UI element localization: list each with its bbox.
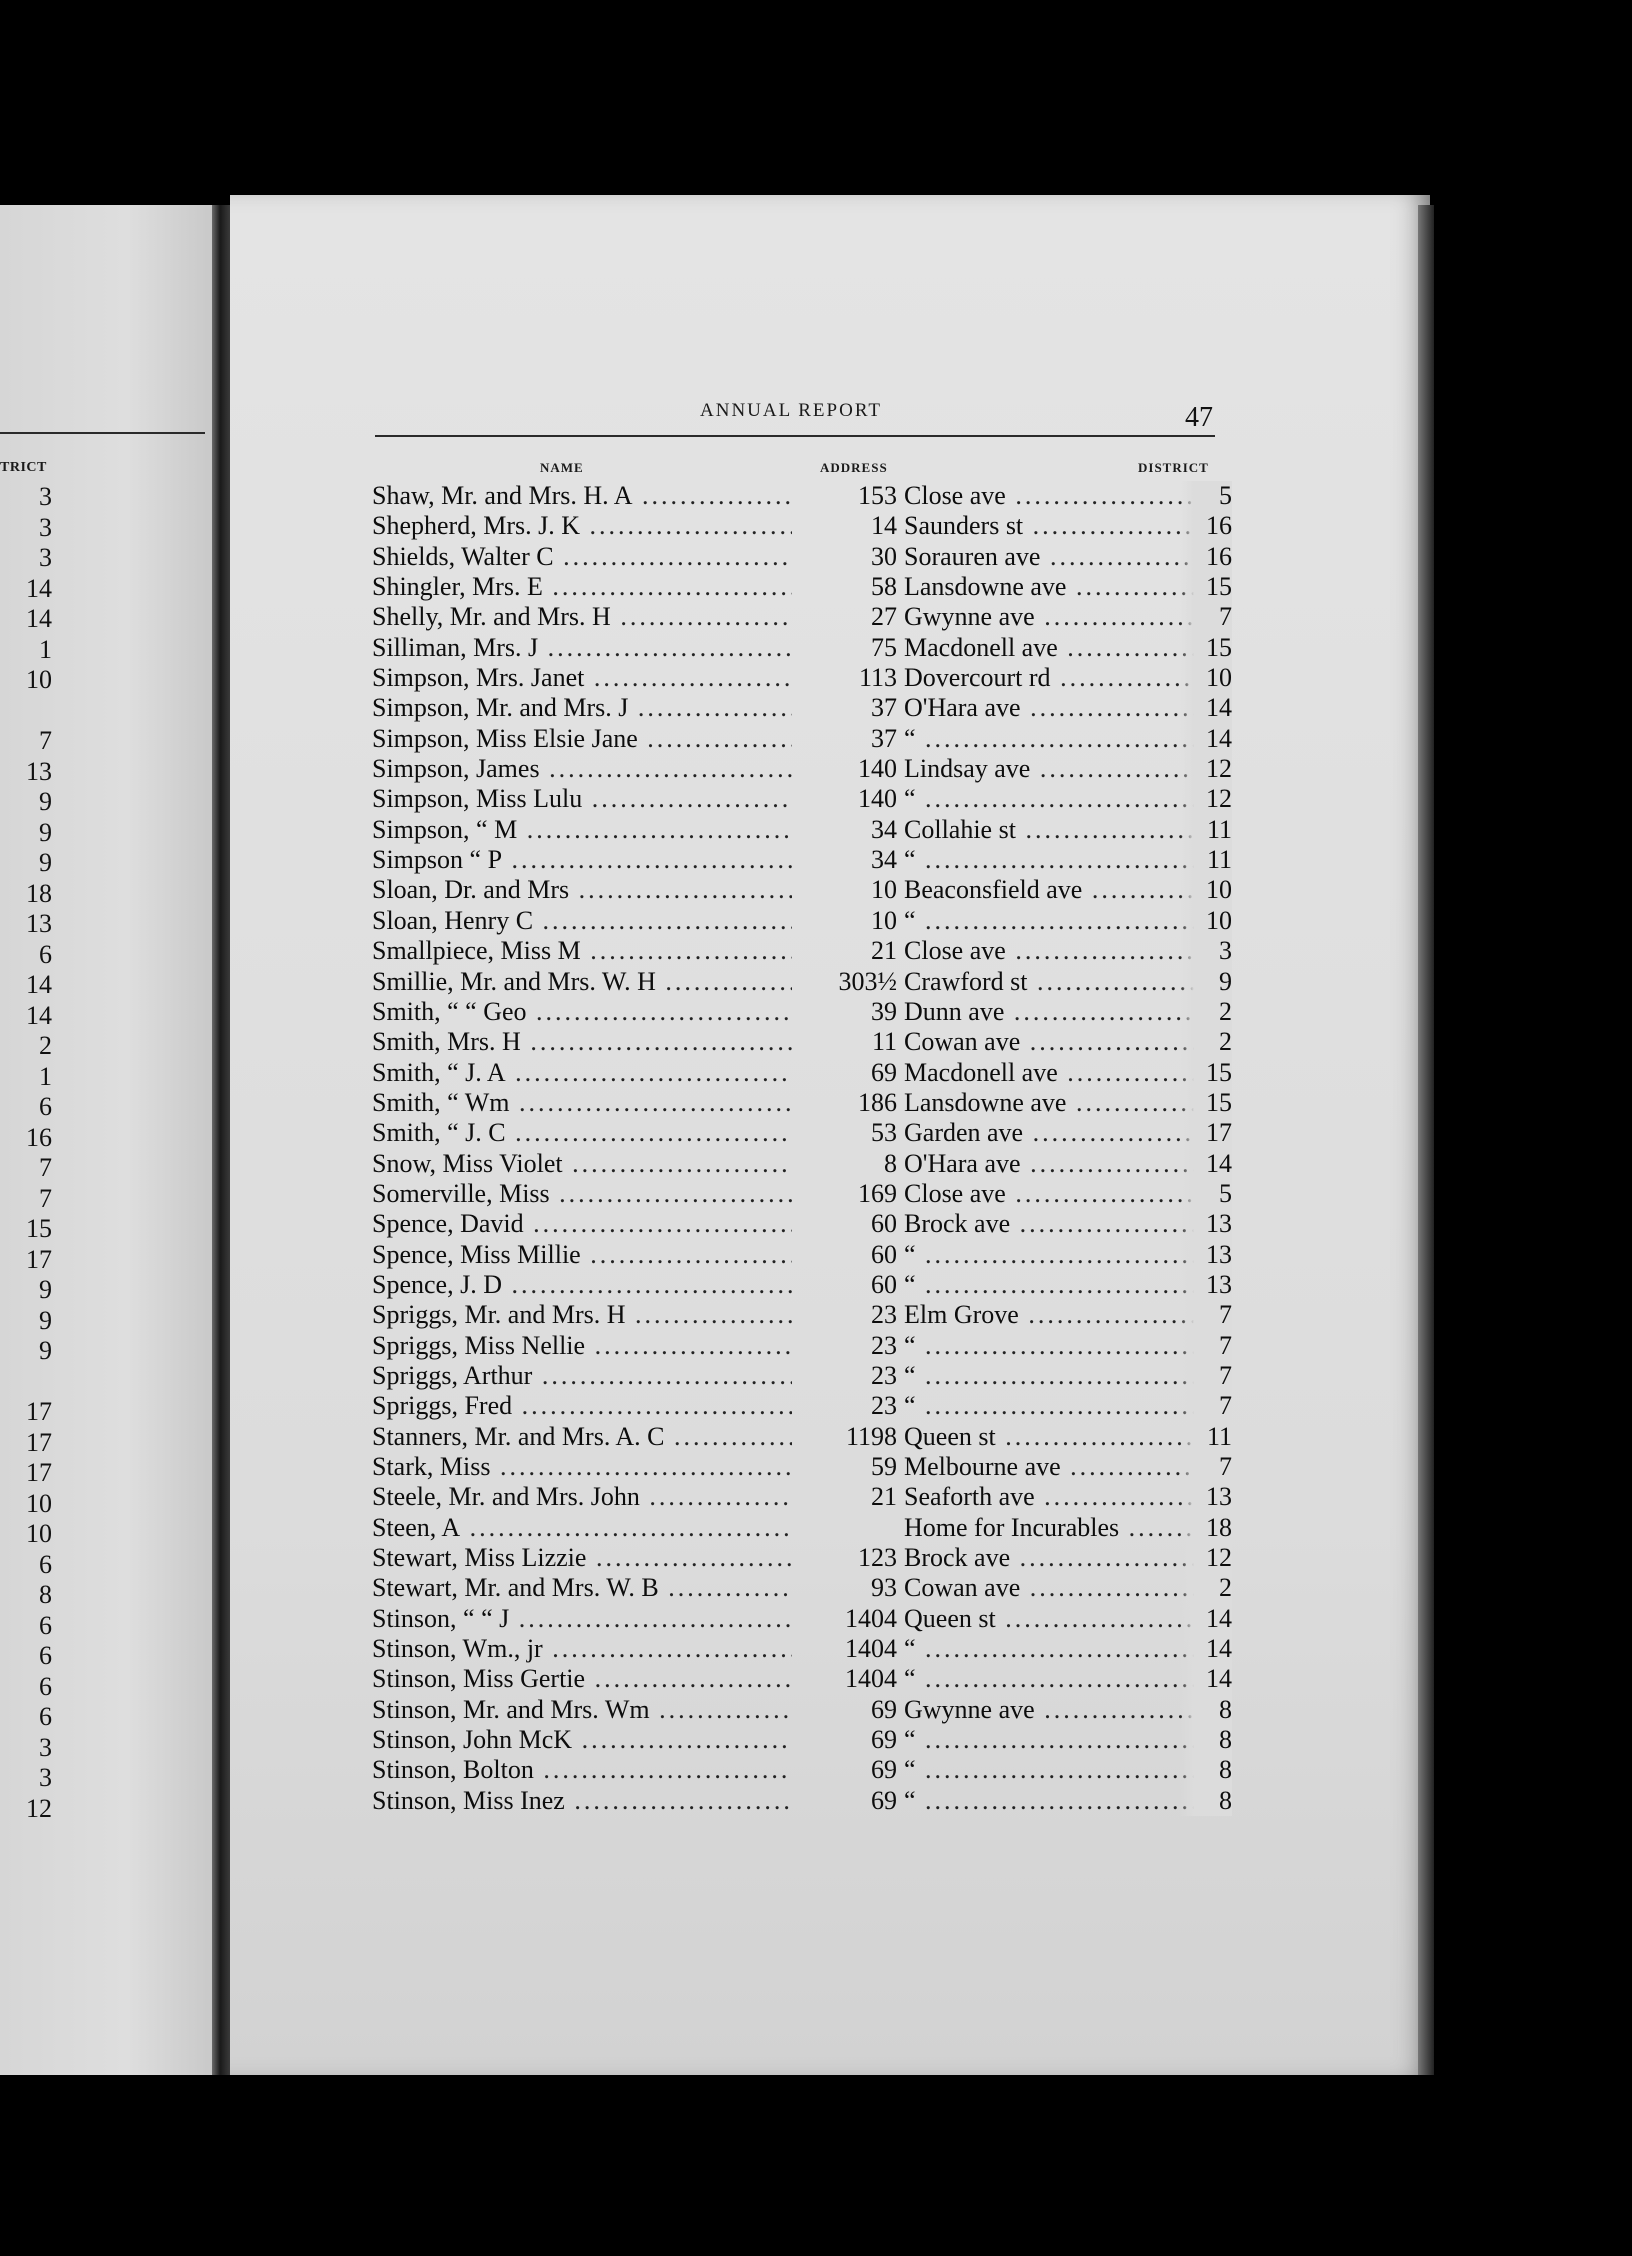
- entry-name: Smith, Mrs. H .....: [372, 1027, 792, 1057]
- entry-house-number: 1198: [845, 1421, 897, 1451]
- entry-name: Snow, Miss Violet .....: [372, 1149, 792, 1179]
- entry-district: 7: [1180, 1452, 1232, 1482]
- entry-house-number: 303½: [838, 966, 897, 996]
- entry-district: 12: [1180, 784, 1232, 814]
- entry-district: 14: [1180, 1604, 1232, 1634]
- entry-district: 15: [1180, 572, 1232, 602]
- entry-district: 14: [1180, 724, 1232, 754]
- page-number: 47: [1185, 402, 1213, 433]
- entry-street: “ .....: [904, 1331, 1204, 1361]
- entry-street: Queen st .....: [904, 1422, 1204, 1452]
- entry-district: 2: [1180, 997, 1232, 1027]
- table-row: [372, 1604, 1232, 1634]
- table-row: [372, 724, 1232, 754]
- entry-district: 14: [1180, 693, 1232, 723]
- facing-page-district: [0, 1367, 52, 1398]
- entry-house-number: 93: [871, 1573, 897, 1603]
- entry-district: 14: [1180, 1149, 1232, 1179]
- entry-name: Simpson, Miss Elsie Jane .....: [372, 724, 792, 754]
- facing-page-district-column: [0, 482, 52, 1824]
- entry-district: 7: [1180, 602, 1232, 632]
- entry-house-number: 113: [858, 663, 897, 693]
- table-row: [372, 1240, 1232, 1270]
- entry-district: 18: [1180, 1513, 1232, 1543]
- facing-page-district: 7: [39, 1183, 52, 1213]
- entry-district: 10: [1180, 663, 1232, 693]
- entry-name: Spence, J. D .....: [372, 1270, 792, 1300]
- table-row: [372, 1755, 1232, 1785]
- entry-district: 13: [1180, 1482, 1232, 1512]
- entry-name: Simpson, Mr. and Mrs. J .....: [372, 693, 792, 723]
- entry-street: Sorauren ave .....: [904, 542, 1204, 572]
- table-row: [372, 1452, 1232, 1482]
- facing-page-district: 14: [26, 970, 52, 999]
- entry-house-number: 39: [871, 996, 897, 1026]
- entry-district: 8: [1180, 1725, 1232, 1755]
- entry-house-number: 69: [871, 1785, 897, 1815]
- entry-house-number: 60: [871, 1239, 897, 1269]
- facing-page-column-header: TRICT: [0, 460, 47, 475]
- entry-district: 7: [1180, 1391, 1232, 1421]
- table-row: [372, 1300, 1232, 1330]
- entry-street: Cowan ave .....: [904, 1027, 1204, 1057]
- table-row: [372, 572, 1232, 602]
- entry-street: “ .....: [904, 784, 1204, 814]
- entry-street: “ .....: [904, 1270, 1204, 1300]
- entry-name: Stinson, Miss Inez .....: [372, 1786, 792, 1816]
- entry-house-number: 123: [858, 1543, 897, 1573]
- facing-page-district: 17: [26, 1397, 52, 1426]
- table-row: [372, 1088, 1232, 1118]
- entry-name: Stewart, Miss Lizzie .....: [372, 1543, 792, 1573]
- entry-district: 10: [1180, 875, 1232, 905]
- directory-entries: [372, 481, 1232, 1816]
- entry-name: Silliman, Mrs. J .....: [372, 633, 792, 663]
- entry-street: Saunders st .....: [904, 511, 1204, 541]
- entry-district: 14: [1180, 1634, 1232, 1664]
- table-row: [372, 511, 1232, 541]
- entry-house-number: 23: [871, 1300, 897, 1330]
- entry-house-number: 27: [871, 602, 897, 632]
- entry-street: Lansdowne ave .....: [904, 1088, 1204, 1118]
- entry-street: “ .....: [904, 845, 1204, 875]
- facing-page-district: 3: [39, 482, 52, 511]
- facing-page-district: 12: [26, 1793, 52, 1823]
- entry-name: Stinson, “ “ J .....: [372, 1604, 792, 1634]
- entry-house-number: 69: [871, 1694, 897, 1724]
- entry-house-number: 169: [858, 1178, 897, 1208]
- entry-house-number: 53: [871, 1118, 897, 1148]
- facing-page-district: 10: [26, 665, 52, 694]
- entry-name: Shelly, Mr. and Mrs. H .....: [372, 602, 792, 632]
- table-row: [372, 1391, 1232, 1421]
- facing-page-district: 7: [39, 1153, 52, 1182]
- entry-name: Stinson, Mr. and Mrs. Wm .....: [372, 1695, 792, 1725]
- table-row: [372, 1513, 1232, 1543]
- entry-name: Steen, A .....: [372, 1513, 792, 1543]
- entry-name: Simpson, James .....: [372, 754, 792, 784]
- facing-page-district: 13: [26, 909, 52, 938]
- entry-street: “ .....: [904, 1391, 1204, 1421]
- table-row: [372, 997, 1232, 1027]
- running-head: ANNUAL REPORT: [700, 400, 882, 421]
- entry-house-number: 59: [871, 1452, 897, 1481]
- entry-street: Brock ave .....: [904, 1543, 1204, 1573]
- entry-street: Gwynne ave .....: [904, 602, 1204, 632]
- entry-district: 5: [1180, 481, 1232, 511]
- entry-street: Brock ave .....: [904, 1209, 1204, 1239]
- entry-name: Smith, “ J. C .....: [372, 1118, 792, 1148]
- entry-house-number: 69: [871, 1725, 897, 1755]
- entry-street: Close ave .....: [904, 936, 1204, 966]
- entry-district: 11: [1180, 815, 1232, 845]
- table-row: [372, 1149, 1232, 1179]
- entry-street: Gwynne ave .....: [904, 1695, 1204, 1725]
- entry-street: Beaconsfield ave .....: [904, 875, 1204, 905]
- table-row: [372, 936, 1232, 966]
- entry-street: Macdonell ave .....: [904, 633, 1204, 663]
- entry-house-number: 11: [871, 1027, 897, 1057]
- header-rule: [375, 435, 1215, 437]
- entry-street: Close ave .....: [904, 1179, 1204, 1209]
- facing-page-district: 10: [26, 1519, 52, 1548]
- facing-page-district: 9: [39, 787, 52, 816]
- entry-name: Stinson, John McK .....: [372, 1725, 792, 1755]
- entry-house-number: 30: [871, 541, 897, 571]
- entry-district: 7: [1180, 1331, 1232, 1361]
- facing-page-district: 9: [39, 1305, 52, 1335]
- entry-name: Stinson, Wm., jr .....: [372, 1634, 792, 1664]
- facing-page-district: 6: [39, 939, 52, 969]
- facing-page-district: 9: [39, 1275, 52, 1304]
- facing-page-district: [0, 696, 52, 727]
- entry-district: 15: [1180, 633, 1232, 663]
- entry-street: Cowan ave .....: [904, 1573, 1204, 1603]
- entry-district: 3: [1180, 936, 1232, 966]
- page-edge: [1418, 205, 1434, 2075]
- entry-house-number: 34: [871, 845, 897, 875]
- book-gutter: [212, 205, 230, 2075]
- entry-street: Lansdowne ave .....: [904, 572, 1204, 602]
- entry-house-number: 75: [871, 632, 897, 662]
- facing-page-district: 3: [39, 543, 52, 572]
- entry-name: Simpson “ P .....: [372, 845, 792, 875]
- facing-page-district: 10: [26, 1488, 52, 1518]
- entry-name: Smith, “ Wm .....: [372, 1088, 792, 1118]
- facing-page-district: 6: [39, 1092, 52, 1121]
- entry-district: 2: [1180, 1573, 1232, 1603]
- facing-page-district: 2: [39, 1031, 52, 1060]
- table-row: [372, 906, 1232, 936]
- entry-district: 11: [1180, 1422, 1232, 1452]
- table-row: [372, 663, 1232, 693]
- entry-name: Spriggs, Mr. and Mrs. H .....: [372, 1300, 792, 1330]
- entry-name: Spence, David .....: [372, 1209, 792, 1239]
- entry-district: 7: [1180, 1361, 1232, 1391]
- facing-page-district: 6: [39, 1702, 52, 1731]
- facing-page-district: 15: [26, 1214, 52, 1243]
- entry-district: 17: [1180, 1118, 1232, 1148]
- entry-street: “ .....: [904, 1786, 1204, 1816]
- table-row: [372, 481, 1232, 511]
- entry-name: Simpson, “ M .....: [372, 815, 792, 845]
- facing-page-district: 18: [26, 878, 52, 908]
- entry-district: 5: [1180, 1179, 1232, 1209]
- facing-page-district: 17: [26, 1427, 52, 1457]
- facing-page-district: 3: [39, 1763, 52, 1792]
- entry-name: Stinson, Miss Gertie .....: [372, 1664, 792, 1694]
- table-row: [372, 602, 1232, 632]
- table-row: [372, 1786, 1232, 1816]
- entry-street: Dunn ave .....: [904, 997, 1204, 1027]
- entry-name: Somerville, Miss .....: [372, 1179, 792, 1209]
- entry-name: Stewart, Mr. and Mrs. W. B .....: [372, 1573, 792, 1603]
- entry-district: 13: [1180, 1209, 1232, 1239]
- entry-district: 2: [1180, 1027, 1232, 1057]
- facing-page-district: 9: [39, 817, 52, 847]
- table-row: [372, 1695, 1232, 1725]
- entry-street: Home for Incurables .....: [904, 1513, 1204, 1543]
- entry-district: 8: [1180, 1755, 1232, 1785]
- table-row: [372, 875, 1232, 905]
- table-row: [372, 1027, 1232, 1057]
- entry-street: Collahie st .....: [904, 815, 1204, 845]
- table-row: [372, 1361, 1232, 1391]
- facing-page-district: 17: [26, 1244, 52, 1274]
- entry-name: Shingler, Mrs. E .....: [372, 572, 792, 602]
- entry-street: Macdonell ave .....: [904, 1058, 1204, 1088]
- table-row: [372, 815, 1232, 845]
- entry-street: “ .....: [904, 1755, 1204, 1785]
- table-row: [372, 1331, 1232, 1361]
- table-row: [372, 1422, 1232, 1452]
- facing-page-district: 17: [26, 1458, 52, 1487]
- entry-name: Spriggs, Miss Nellie .....: [372, 1331, 792, 1361]
- table-row: [372, 784, 1232, 814]
- facing-page-district: 9: [39, 848, 52, 877]
- entry-district: 16: [1180, 511, 1232, 541]
- table-row: [372, 1725, 1232, 1755]
- entry-house-number: 1404: [845, 1603, 897, 1633]
- entry-district: 10: [1180, 906, 1232, 936]
- entry-district: 16: [1180, 542, 1232, 572]
- entry-name: Spriggs, Fred .....: [372, 1391, 792, 1421]
- entry-street: Queen st .....: [904, 1604, 1204, 1634]
- table-row: [372, 1118, 1232, 1148]
- entry-district: 8: [1180, 1695, 1232, 1725]
- facing-page-district: 13: [26, 756, 52, 786]
- entry-street: Dovercourt rd .....: [904, 663, 1204, 693]
- table-row: [372, 1634, 1232, 1664]
- facing-page-district: 6: [39, 1671, 52, 1701]
- entry-name: Sloan, Dr. and Mrs .....: [372, 875, 792, 905]
- facing-page-district: 16: [26, 1122, 52, 1152]
- column-header-name: NAME: [540, 460, 584, 475]
- entry-street: “ .....: [904, 1634, 1204, 1664]
- table-row: [372, 633, 1232, 663]
- entry-house-number: 153: [858, 481, 897, 510]
- entry-house-number: 34: [871, 814, 897, 844]
- entry-street: “ .....: [904, 1725, 1204, 1755]
- entry-house-number: 140: [858, 754, 897, 784]
- facing-page-rule: [0, 432, 205, 434]
- entry-house-number: 10: [871, 875, 897, 905]
- entry-house-number: 58: [871, 572, 897, 602]
- facing-page-district: 9: [39, 1336, 52, 1365]
- entry-house-number: 37: [871, 693, 897, 723]
- column-header-district: DISTRICT: [1138, 460, 1209, 475]
- entry-house-number: 1404: [845, 1634, 897, 1664]
- table-row: [372, 1209, 1232, 1239]
- entry-house-number: 69: [871, 1755, 897, 1785]
- entry-district: 15: [1180, 1088, 1232, 1118]
- entry-house-number: 60: [871, 1209, 897, 1239]
- entry-name: Shepherd, Mrs. J. K .....: [372, 511, 792, 541]
- table-row: [372, 1179, 1232, 1209]
- entry-street: “ .....: [904, 906, 1204, 936]
- entry-house-number: 23: [871, 1391, 897, 1421]
- column-header-address: ADDRESS: [820, 460, 888, 475]
- entry-name: Smillie, Mr. and Mrs. W. H .....: [372, 967, 792, 997]
- facing-page-district: 7: [39, 726, 52, 755]
- facing-page-district: 6: [39, 1610, 52, 1640]
- entry-house-number: 23: [871, 1360, 897, 1390]
- entry-house-number: 140: [858, 784, 897, 814]
- entry-district: 8: [1180, 1786, 1232, 1816]
- table-row: [372, 845, 1232, 875]
- entry-name: Stark, Miss .....: [372, 1452, 792, 1482]
- entry-street: Close ave .....: [904, 481, 1204, 511]
- entry-name: Simpson, Miss Lulu .....: [372, 784, 792, 814]
- entry-house-number: 69: [871, 1057, 897, 1087]
- entry-district: 13: [1180, 1240, 1232, 1270]
- entry-name: Smith, “ J. A .....: [372, 1058, 792, 1088]
- table-row: [372, 1573, 1232, 1603]
- entry-street: “ .....: [904, 1240, 1204, 1270]
- entry-house-number: 21: [871, 936, 897, 966]
- entry-house-number: 21: [871, 1482, 897, 1512]
- table-row: [372, 1664, 1232, 1694]
- entry-street: “ .....: [904, 1664, 1204, 1694]
- entry-street: Elm Grove .....: [904, 1300, 1204, 1330]
- entry-district: 12: [1180, 754, 1232, 784]
- entry-house-number: 8: [884, 1148, 897, 1178]
- entry-street: O'Hara ave .....: [904, 693, 1204, 723]
- facing-page-district: 8: [39, 1580, 52, 1609]
- table-row: [372, 1543, 1232, 1573]
- facing-page-district: 1: [39, 634, 52, 664]
- entry-name: Shields, Walter C .....: [372, 542, 792, 572]
- entry-street: O'Hara ave .....: [904, 1149, 1204, 1179]
- facing-page-district: 6: [39, 1549, 52, 1579]
- table-row: [372, 1058, 1232, 1088]
- entry-name: Smith, “ “ Geo .....: [372, 997, 792, 1027]
- facing-page-district: 3: [39, 1732, 52, 1762]
- entry-house-number: 186: [858, 1087, 897, 1117]
- entry-name: Sloan, Henry C .....: [372, 906, 792, 936]
- entry-district: 9: [1180, 967, 1232, 997]
- entry-name: Spence, Miss Millie .....: [372, 1240, 792, 1270]
- entry-street: Crawford st .....: [904, 967, 1204, 997]
- entry-district: 15: [1180, 1058, 1232, 1088]
- entry-street: Melbourne ave .....: [904, 1452, 1204, 1482]
- entry-house-number: 14: [871, 511, 897, 541]
- table-row: [372, 1482, 1232, 1512]
- entry-street: Garden ave .....: [904, 1118, 1204, 1148]
- entry-house-number: 10: [871, 905, 897, 935]
- entry-name: Shaw, Mr. and Mrs. H. A .....: [372, 481, 792, 511]
- entry-district: 11: [1180, 845, 1232, 875]
- entry-house-number: 23: [871, 1330, 897, 1360]
- entry-house-number: 37: [871, 723, 897, 753]
- entry-street: “ .....: [904, 724, 1204, 754]
- table-row: [372, 967, 1232, 997]
- facing-page-district: 14: [26, 1000, 52, 1030]
- entry-name: Steele, Mr. and Mrs. John .....: [372, 1482, 792, 1512]
- entry-name: Stanners, Mr. and Mrs. A. C .....: [372, 1422, 792, 1452]
- entry-district: 7: [1180, 1300, 1232, 1330]
- table-row: [372, 754, 1232, 784]
- facing-page-district: 14: [26, 573, 52, 603]
- table-row: [372, 1270, 1232, 1300]
- facing-page-district: 6: [39, 1641, 52, 1670]
- entry-house-number: 60: [871, 1269, 897, 1299]
- entry-name: Smallpiece, Miss M .....: [372, 936, 792, 966]
- entry-district: 14: [1180, 1664, 1232, 1694]
- entry-district: 12: [1180, 1543, 1232, 1573]
- table-row: [372, 693, 1232, 723]
- entry-name: Simpson, Mrs. Janet .....: [372, 663, 792, 693]
- entry-street: Lindsay ave .....: [904, 754, 1204, 784]
- entry-house-number: 1404: [845, 1664, 897, 1694]
- facing-page-district: 1: [39, 1061, 52, 1091]
- entry-district: 13: [1180, 1270, 1232, 1300]
- facing-page-district: 14: [26, 604, 52, 633]
- entry-street: Seaforth ave .....: [904, 1482, 1204, 1512]
- entry-name: Spriggs, Arthur .....: [372, 1361, 792, 1391]
- facing-page-district: 3: [39, 512, 52, 542]
- entry-name: Stinson, Bolton .....: [372, 1755, 792, 1785]
- table-row: [372, 542, 1232, 572]
- entry-street: “ .....: [904, 1361, 1204, 1391]
